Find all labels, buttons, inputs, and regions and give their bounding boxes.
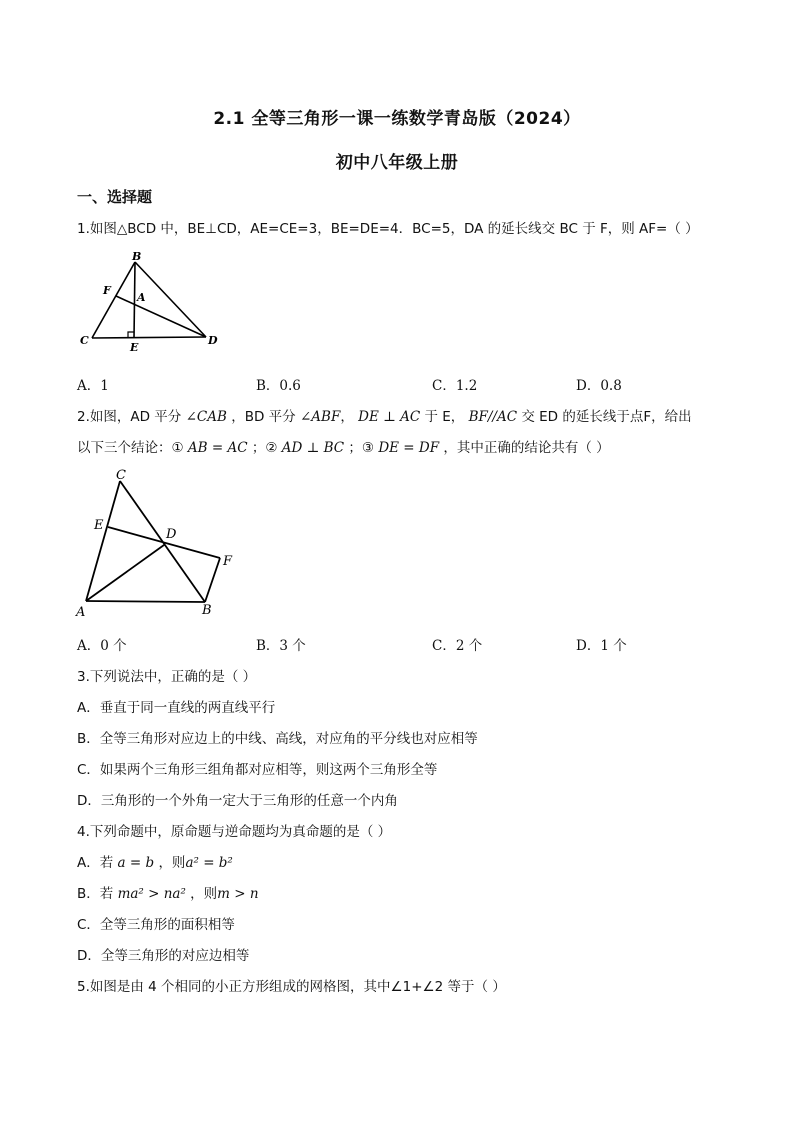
question-5-text: 5.如图是由 4 个相同的小正方形组成的网格图，其中∠1+∠2 等于（ ） — [77, 979, 506, 995]
segment-be — [134, 262, 135, 338]
label-d: D — [166, 527, 177, 542]
label-d: D — [208, 334, 218, 347]
section-heading: 一、选择题 — [77, 188, 153, 206]
segment-fd — [116, 296, 206, 337]
label-f: F — [103, 284, 111, 297]
q2-option-a[interactable]: A．0 个 — [77, 638, 127, 654]
label-b: B — [202, 603, 212, 618]
segment-cd — [92, 337, 206, 338]
q1-option-b[interactable]: B．0.6 — [256, 378, 301, 394]
label-e: E — [94, 518, 104, 533]
q3-option-a[interactable]: A．垂直于同一直线的两直线平行 — [77, 700, 276, 716]
label-a: A — [76, 605, 86, 620]
document-title: 2.1 全等三角形一课一练数学青岛版（2024） — [213, 109, 581, 129]
q3-option-c[interactable]: C．如果两个三角形三组角都对应相等，则这两个三角形全等 — [77, 762, 438, 778]
label-a: A — [137, 291, 146, 304]
q2-option-b[interactable]: B．3 个 — [256, 638, 306, 654]
question-4-text: 4.下列命题中，原命题与逆命题均为真命题的是（ ） — [77, 824, 392, 840]
segment-ad — [86, 545, 164, 601]
segment-ef — [108, 527, 220, 558]
q2-option-c[interactable]: C．2 个 — [432, 638, 483, 654]
label-c: C — [80, 334, 89, 347]
segment-ab — [86, 601, 205, 602]
question-1-figure — [78, 250, 228, 358]
segment-bf — [205, 558, 220, 602]
question-2-figure — [74, 465, 244, 620]
document-subtitle: 初中八年级上册 — [335, 153, 459, 173]
q4-option-b[interactable]: B．若 ma² > na² ，则m > n — [77, 886, 259, 902]
q1-option-a[interactable]: A．1 — [77, 378, 109, 394]
q3-option-b[interactable]: B．全等三角形对应边上的中线、高线，对应角的平分线也对应相等 — [77, 731, 478, 747]
q2-option-d[interactable]: D．1 个 — [576, 638, 627, 654]
q4-option-a[interactable]: A．若 a = b ，则a² = b² — [77, 855, 233, 871]
q3-option-d[interactable]: D．三角形的一个外角一定大于三角形的任意一个内角 — [77, 793, 398, 809]
question-3-text: 3.下列说法中，正确的是（ ） — [77, 669, 257, 685]
q1-option-c[interactable]: C．1.2 — [432, 378, 478, 394]
label-b: B — [132, 250, 142, 263]
q1-option-d[interactable]: D．0.8 — [576, 378, 622, 394]
label-e: E — [130, 341, 139, 354]
label-f: F — [223, 554, 233, 569]
label-c: C — [116, 468, 126, 483]
segment-bc — [92, 262, 135, 338]
segment-ac — [86, 481, 120, 601]
segment-bd — [135, 262, 206, 337]
question-2-line-1: 2.如图，AD 平分 ∠CAB ，BD 平分 ∠ABF， DE ⊥ AC 于 E， BF//AC 交 ED 的延长线于点F，给出 — [77, 409, 692, 425]
q4-option-c[interactable]: C．全等三角形的面积相等 — [77, 917, 235, 933]
question-2-line-2: 以下三个结论：① AB = AC ；② AD ⊥ BC ；③ DE = DF ，其中正确的结论共有（ ） — [77, 440, 610, 456]
question-1-text: 1.如图△BCD 中，BE⊥CD，AE=CE=3，BE=DE=4．BC=5，DA 的延长线交 BC 于 F，则 AF=（ ） — [77, 221, 699, 237]
q4-option-d[interactable]: D．全等三角形的对应边相等 — [77, 948, 250, 964]
